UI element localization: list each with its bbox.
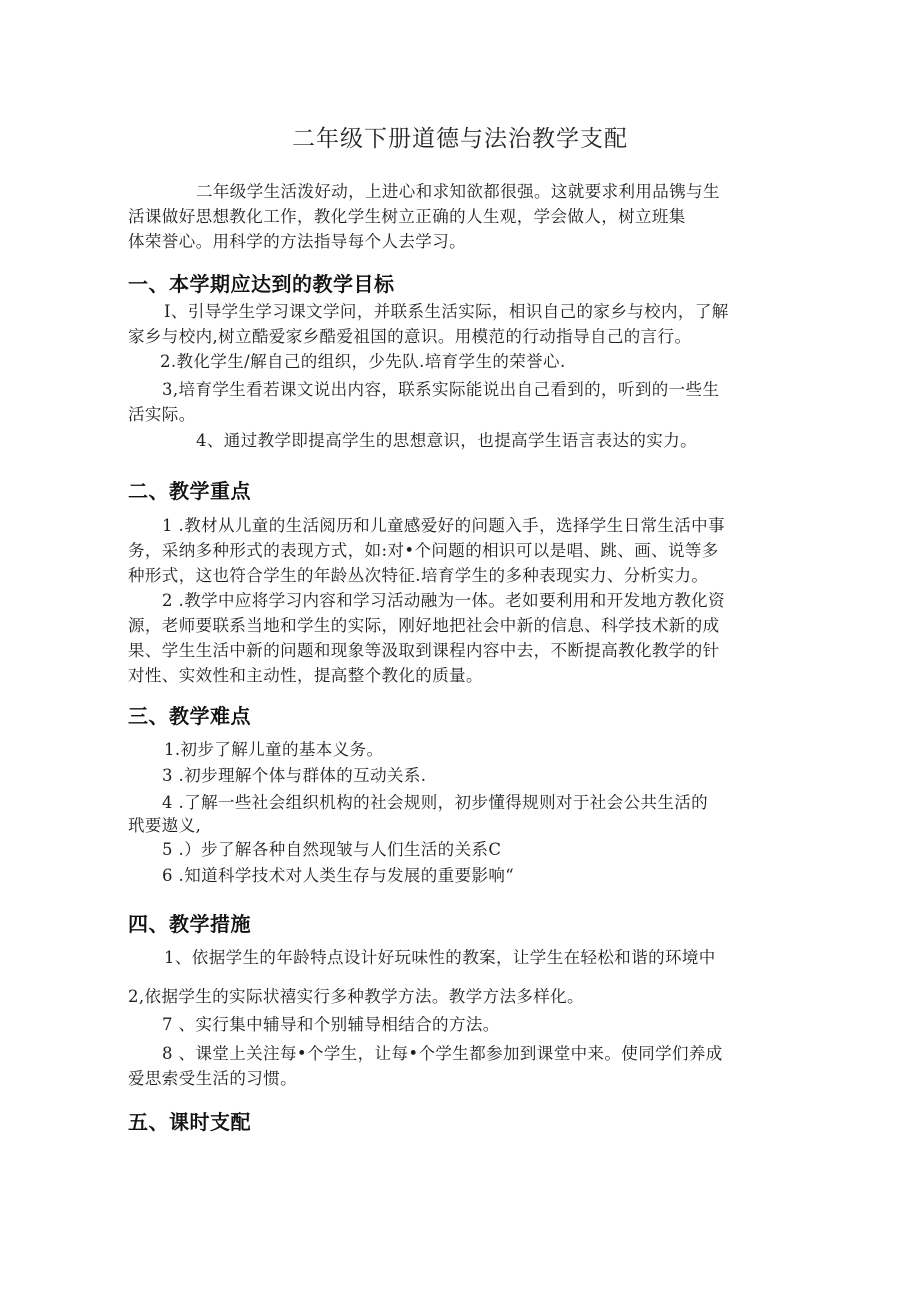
key-point-line: 对性、实效性和主动性，提高整个教化的质量。	[128, 666, 483, 685]
goal-line: 活实际。	[128, 405, 196, 424]
section-heading-key-points: 二、教学重点	[128, 479, 251, 503]
key-point-line: 2 .教学中应将学习内容和学习活动融为一体。老如要利用和开发地方教化资	[162, 591, 725, 610]
key-point-line: 种形式，这也符合学生的年龄丛次特征.培育学生的多种表现实力、分析实力。	[128, 566, 709, 585]
intro-line: 活课做好思想教化工作，教化学生树立正确的人生观，学会做人，树立班集	[128, 207, 686, 226]
goal-line: 3,培育学生看若课文说出内容，联系实际能说出自己看到的，听到的一些生	[162, 380, 720, 399]
difficulty-line: 3 .初步理解个体与群体的互动关系.	[162, 766, 427, 785]
key-point-line: 务，采纳多种形式的表现方式，如:对•个问题的相识可以是唱、跳、画、说等多	[128, 541, 719, 560]
key-point-line: 源，老师要联系当地和学生的实际，刚好地把社会中新的信息、科学技术新的成	[128, 616, 720, 635]
goal-line: I、引导学生学习课文学问，并联系生活实际，相识自己的家乡与校内，了解	[164, 302, 729, 321]
goal-line: 2.教化学生/解自己的组织，少先队.培育学生的荣誉心.	[160, 352, 566, 371]
difficulty-line: 4 .了解一些社会组织机构的社会规则，初步懂得规则对于社会公共生活的	[162, 793, 709, 812]
section-heading-schedule: 五、课时支配	[128, 1110, 251, 1134]
section-heading-measures: 四、教学措施	[128, 912, 251, 936]
measure-line: 8 、课堂上关注每•个学生，让每•个学生都参加到课堂中来。使同学们养成	[162, 1044, 723, 1063]
document-title: 二年级下册道德与法治教学支配	[292, 126, 628, 152]
difficulty-line: 1.初步了解儿童的基本义务。	[164, 740, 384, 759]
difficulty-line: 6 .知道科学技术对人类生存与发展的重要影响“	[162, 866, 515, 885]
measure-line: 2,依据学生的实际状禧实行多种教学方法。教学方法多样化。	[128, 987, 584, 1006]
goal-line: 4、通过教学即提高学生的思想意识，也提高学生语言表达的实力。	[196, 431, 697, 450]
intro-line: 体荣誉心。用科学的方法指导每个人去学习。	[128, 232, 466, 251]
difficulty-line: 玳要遨义,	[128, 816, 202, 835]
key-point-line: 果、学生生活中新的问题和现象等汲取到课程内容中去，不断提高教化教学的针	[128, 641, 720, 660]
goal-line: 家乡与校内,树立酷爱家乡酷爱祖国的意识。用模范的行动指导自己的言行。	[128, 327, 692, 346]
key-point-line: 1 .教材从儿童的生活阅历和儿童感爱好的问题入手，选择学生日常生活中事	[162, 516, 725, 535]
intro-line: 二年级学生活泼好动，上进心和求知欲都很强。这就要求利用品镌与生	[196, 182, 720, 201]
measure-line: 7 、实行集中辅导和个别辅导相结合的方法。	[162, 1015, 500, 1034]
measure-line: 爱思索受生活的习惯。	[128, 1069, 297, 1088]
measure-line: 1、依据学生的年龄特点设计好玩味性的教案，让学生在轻松和谐的环境中	[164, 948, 716, 967]
difficulty-line: 5 .）步了解各种自然现皱与人们生活的关系C	[162, 840, 502, 859]
section-heading-difficulties: 三、教学难点	[128, 704, 251, 728]
section-heading-goals: 一、本学期应达到的教学目标	[128, 272, 395, 296]
